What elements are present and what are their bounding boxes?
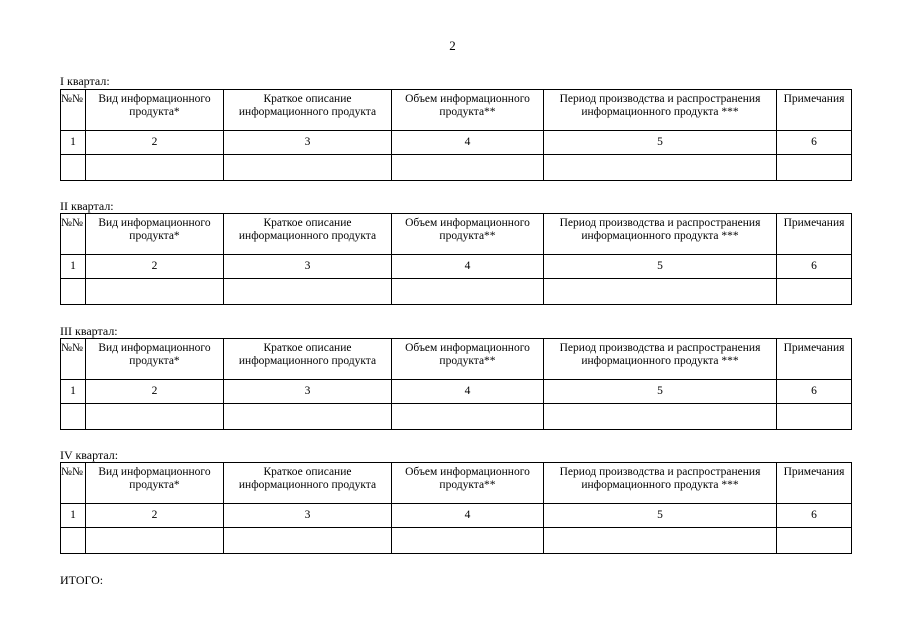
quarter-table: [60, 462, 852, 554]
empty-cell[interactable]: [86, 528, 224, 554]
empty-cell[interactable]: [224, 155, 392, 181]
column-number-cell: 6: [777, 380, 852, 404]
column-header: Объем информационного продукта**: [392, 463, 544, 504]
empty-cell[interactable]: [61, 404, 86, 430]
empty-cell[interactable]: [777, 404, 852, 430]
empty-cell[interactable]: [392, 155, 544, 181]
column-header: Примечания: [777, 339, 852, 380]
column-number-cell: 4: [392, 255, 544, 279]
empty-cell[interactable]: [392, 279, 544, 305]
empty-cell[interactable]: [224, 279, 392, 305]
column-header: Объем информационного продукта**: [392, 339, 544, 380]
column-header: Период производства и распространения информационного продукта ***: [544, 339, 777, 380]
column-number-cell: 4: [392, 131, 544, 155]
page-number: 2: [449, 38, 456, 53]
column-header: Вид информационного продукта*: [86, 214, 224, 255]
column-header: №№: [61, 339, 86, 380]
empty-row: [61, 404, 852, 430]
empty-cell[interactable]: [224, 404, 392, 430]
quarter-label: III квартал:: [60, 324, 118, 338]
column-number-row: [61, 131, 852, 155]
column-number-cell: 3: [224, 255, 392, 279]
quarter-table: [60, 213, 852, 305]
empty-cell[interactable]: [61, 155, 86, 181]
column-number-cell: 3: [224, 380, 392, 404]
column-number-cell: 4: [392, 504, 544, 528]
column-number-cell: 1: [61, 504, 86, 528]
column-number-cell: 3: [224, 504, 392, 528]
column-header: Краткое описание информационного продукта: [224, 90, 392, 131]
column-header: Вид информационного продукта*: [86, 90, 224, 131]
column-number-cell: 3: [224, 131, 392, 155]
column-header: Период производства и распространения информационного продукта ***: [544, 90, 777, 131]
column-header: №№: [61, 214, 86, 255]
column-header: Вид информационного продукта*: [86, 339, 224, 380]
column-number-cell: 6: [777, 255, 852, 279]
column-header: Краткое описание информационного продукта: [224, 339, 392, 380]
column-header: Примечания: [777, 90, 852, 131]
column-header: Краткое описание информационного продукта: [224, 463, 392, 504]
column-number-cell: 2: [86, 380, 224, 404]
column-number-cell: 4: [392, 380, 544, 404]
header-row: [61, 90, 852, 131]
empty-cell[interactable]: [544, 528, 777, 554]
column-header: №№: [61, 463, 86, 504]
empty-cell[interactable]: [61, 528, 86, 554]
column-number-cell: 2: [86, 131, 224, 155]
column-number-cell: 2: [86, 504, 224, 528]
quarter-label: IV квартал:: [60, 448, 119, 462]
empty-cell[interactable]: [544, 404, 777, 430]
empty-row: [61, 528, 852, 554]
quarter-label: I квартал:: [60, 74, 110, 88]
empty-cell[interactable]: [777, 528, 852, 554]
header-row: [61, 463, 852, 504]
column-number-cell: 1: [61, 131, 86, 155]
column-number-cell: 5: [544, 380, 777, 404]
total-label: ИТОГО:: [60, 573, 104, 587]
empty-cell[interactable]: [777, 279, 852, 305]
empty-cell[interactable]: [544, 155, 777, 181]
column-number-cell: 1: [61, 380, 86, 404]
empty-cell[interactable]: [777, 155, 852, 181]
quarter-table: [60, 338, 852, 430]
column-header: Период производства и распространения информационного продукта ***: [544, 463, 777, 504]
column-header: Период производства и распространения информационного продукта ***: [544, 214, 777, 255]
column-header: Вид информационного продукта*: [86, 463, 224, 504]
column-header: №№: [61, 90, 86, 131]
empty-cell[interactable]: [86, 155, 224, 181]
empty-row: [61, 155, 852, 181]
empty-cell[interactable]: [86, 279, 224, 305]
header-row: [61, 339, 852, 380]
column-number-cell: 5: [544, 131, 777, 155]
column-header: Примечания: [777, 214, 852, 255]
column-number-cell: 6: [777, 131, 852, 155]
empty-row: [61, 279, 852, 305]
column-number-row: [61, 380, 852, 404]
empty-cell[interactable]: [224, 528, 392, 554]
quarter-table: [60, 89, 852, 181]
quarter-label: II квартал:: [60, 199, 114, 213]
column-number-cell: 5: [544, 255, 777, 279]
column-number-cell: 6: [777, 504, 852, 528]
empty-cell[interactable]: [392, 528, 544, 554]
column-number-cell: 1: [61, 255, 86, 279]
column-number-cell: 2: [86, 255, 224, 279]
column-number-row: [61, 504, 852, 528]
empty-cell[interactable]: [544, 279, 777, 305]
empty-cell[interactable]: [86, 404, 224, 430]
column-header: Объем информационного продукта**: [392, 90, 544, 131]
column-number-cell: 5: [544, 504, 777, 528]
header-row: [61, 214, 852, 255]
empty-cell[interactable]: [392, 404, 544, 430]
empty-cell[interactable]: [61, 279, 86, 305]
column-number-row: [61, 255, 852, 279]
column-header: Примечания: [777, 463, 852, 504]
column-header: Краткое описание информационного продукта: [224, 214, 392, 255]
column-header: Объем информационного продукта**: [392, 214, 544, 255]
